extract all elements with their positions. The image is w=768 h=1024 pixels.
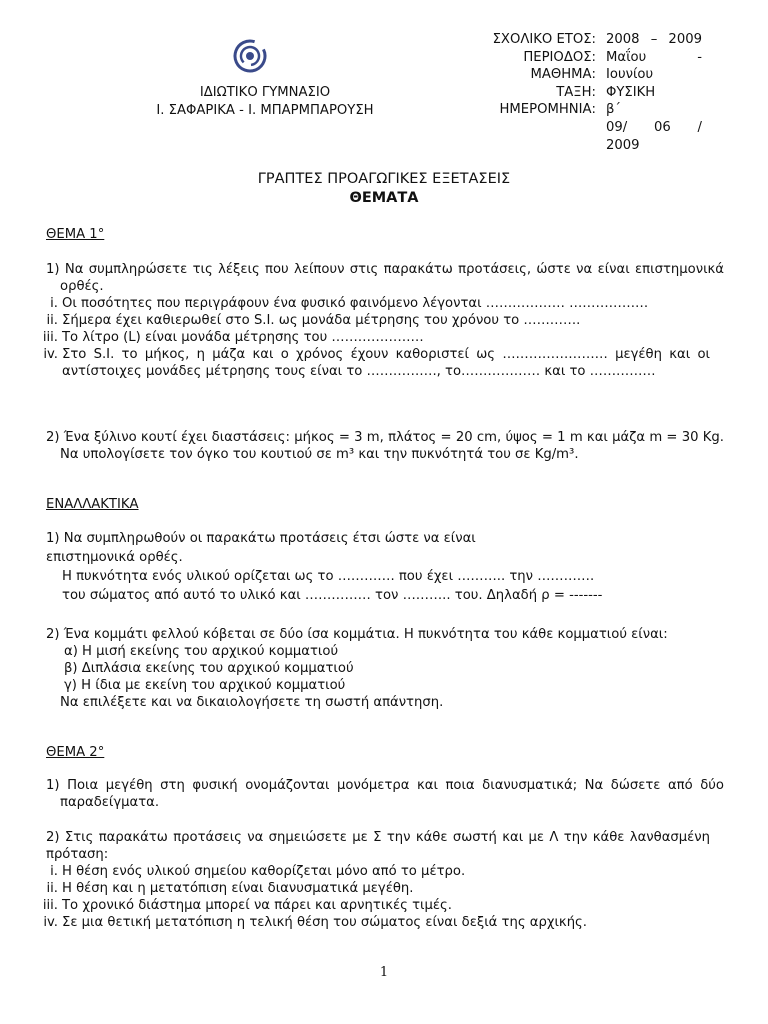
meta-label [430, 119, 606, 137]
list-item-number: iv. [43, 347, 58, 362]
thema2-q2-intro: 2) Στις παρακάτω προτάσεις να σημειώσετε με Σ την κάθε σωστή και με Λ την κάθε λανθασμένη πρόταση: [46, 830, 710, 862]
alternative-heading: ΕΝΑΛΛΑΚΤΙΚΑ [46, 497, 139, 512]
meta-label [430, 137, 606, 155]
school-logo-icon [232, 38, 268, 74]
list-item-number: i. [50, 864, 58, 879]
option-a: α) Η μισή εκείνης του αρχικού κομματιού [64, 644, 339, 659]
meta-value: Ιουνίου [606, 67, 654, 83]
school-name: ΙΔΙΩΤΙΚΟ ΓΥΜΝΑΣΙΟ [199, 85, 331, 100]
list-item-number: iii. [42, 330, 58, 345]
alternative-q1-line4: του σώματος από αυτό το υλικό και …………… τον ……….. του. Δηλαδή ρ = ------- [62, 588, 603, 603]
meta-value: ΦΥΣΙΚΗ [606, 84, 656, 100]
alternative-q1 [46, 529, 710, 605]
list-item [28, 880, 710, 897]
thema1-q1-list [28, 295, 710, 380]
list-item-text: Σήμερα έχει καθιερωθεί στο S.I. ως μονάδα μέτρησης του χρόνου το …………. [62, 313, 581, 328]
list-item-number: i. [50, 296, 58, 311]
school-header [70, 84, 460, 120]
list-item-text: Η θέση ενός υλικού σημείου καθορίζεται μόνο από το μέτρο. [62, 864, 466, 879]
list-item [28, 329, 710, 346]
meta-value: 2008 – 2009 [606, 32, 702, 47]
thema1-heading: ΘΕΜΑ 1° [46, 227, 105, 242]
list-item [28, 897, 710, 914]
thema1-q2: 2) Ένα ξύλινο κουτί έχει διαστάσεις: μήκος = 3 m, πλάτος = 20 cm, ύψος = 1 m και μάζα m = 30 Kg. Να υπολογίσετε τον όγκο του κουτιού σε m³ και την πυκνότητά του σε Kg/m³. [46, 430, 724, 462]
thema2-q2-list [28, 863, 710, 931]
alternative-q2-intro: 2) Ένα κομμάτι φελλού κόβεται σε δύο ίσα κομμάτια. Η πυκνότητα του κάθε κομματιού είναι: [46, 627, 668, 642]
meta-label: ΗΜΕΡΟΜΗΝΙΑ: [499, 102, 596, 118]
alternative-q1-line3: Η πυκνότητα ενός υλικού ορίζεται ως το …………. που έχει ……….. την …………. [62, 569, 595, 584]
thema2-q1: 1) Ποια μεγέθη στη φυσική ονομάζονται μονόμετρα και ποια διανυσματικά; Να δώσετε από δύο παραδείγματα. [46, 778, 724, 810]
meta-label: ΠΕΡΙΟΔΟΣ: [523, 49, 596, 65]
list-item-text: Το λίτρο (L) είναι μονάδα μέτρησης του ………………… [62, 330, 424, 345]
option-c: γ) Η ίδια με εκείνη του αρχικού κομματιού [64, 678, 346, 693]
school-owners: Ι. ΣΑΦΑΡΙΚΑ - Ι. ΜΠΑΡΜΠΑΡΟΥΣΗ [156, 103, 374, 118]
list-item-text: Οι ποσότητες που περιγράφουν ένα φυσικό φαινόμενο λέγονται ……………… ……………… [62, 296, 649, 311]
list-item-text: Το χρονικό διάστημα μπορεί να πάρει και αρνητικές τιμές. [62, 898, 452, 913]
thema2-heading: ΘΕΜΑ 2° [46, 745, 105, 760]
meta-row [430, 49, 730, 67]
alternative-q2-instruction: Να επιλέξετε και να δικαιολογήσετε τη σωστή απάντηση. [60, 695, 444, 710]
meta-value: Μαΐου - [606, 49, 702, 65]
meta-label: ΣΧΟΛΙΚΟ ΕΤΟΣ: [492, 32, 596, 47]
list-item-number: iii. [42, 898, 58, 913]
list-item-text: Στο S.I. το μήκος, η μάζα και ο χρόνος έχουν καθοριστεί ως …………………… μεγέθη και οι αντίστοιχες μονάδες μέτρησης τους είναι το ……………., το……………… και το …………… [62, 347, 710, 379]
meta-label: ΜΑΘΗΜΑ: [530, 67, 596, 83]
alternative-q1-line1: 1) Να συμπληρωθούν οι παρακάτω προτάσεις έτσι ώστε να είναι [46, 531, 476, 546]
list-item [28, 312, 710, 329]
meta-row [430, 66, 730, 84]
list-item [28, 863, 710, 880]
meta-row [430, 31, 730, 49]
meta-value: 2009 [606, 137, 640, 153]
meta-row [430, 84, 730, 102]
exam-title [0, 170, 768, 208]
list-item [28, 295, 710, 312]
list-item [28, 346, 710, 380]
list-item-number: ii. [46, 881, 58, 896]
list-item-number: iv. [43, 915, 58, 930]
page-number: 1 [379, 965, 389, 980]
meta-row [430, 119, 730, 137]
meta-value: 09/ 06 / [606, 119, 702, 135]
thema1-q1-intro: 1) Να συμπληρώσετε τις λέξεις που λείπουν στις παρακάτω προτάσεις, ώστε να είναι επιστημονικά ορθές. [46, 262, 724, 294]
list-item-number: ii. [46, 313, 58, 328]
meta-value: β΄ [606, 102, 622, 118]
list-item-text: Η θέση και η μετατόπιση είναι διανυσματικά μεγέθη. [62, 881, 414, 896]
exam-meta [430, 31, 730, 154]
option-b: β) Διπλάσια εκείνης του αρχικού κομματιού [64, 661, 354, 676]
meta-row [430, 101, 730, 119]
alternative-q2 [46, 626, 710, 711]
meta-row [430, 137, 730, 155]
meta-label: ΤΑΞΗ: [556, 84, 596, 100]
exam-title-line1: ΓΡΑΠΤΕΣ ΠΡΟΑΓΩΓΙΚΕΣ ΕΞΕΤΑΣΕΙΣ [257, 171, 511, 187]
list-item-text: Σε μια θετική μετατόπιση η τελική θέση του σώματος είναι δεξιά της αρχικής. [62, 915, 587, 930]
exam-title-line2: ΘΕΜΑΤΑ [349, 190, 419, 206]
list-item [28, 914, 710, 931]
alternative-q1-line2: επιστημονικά ορθές. [46, 550, 183, 565]
